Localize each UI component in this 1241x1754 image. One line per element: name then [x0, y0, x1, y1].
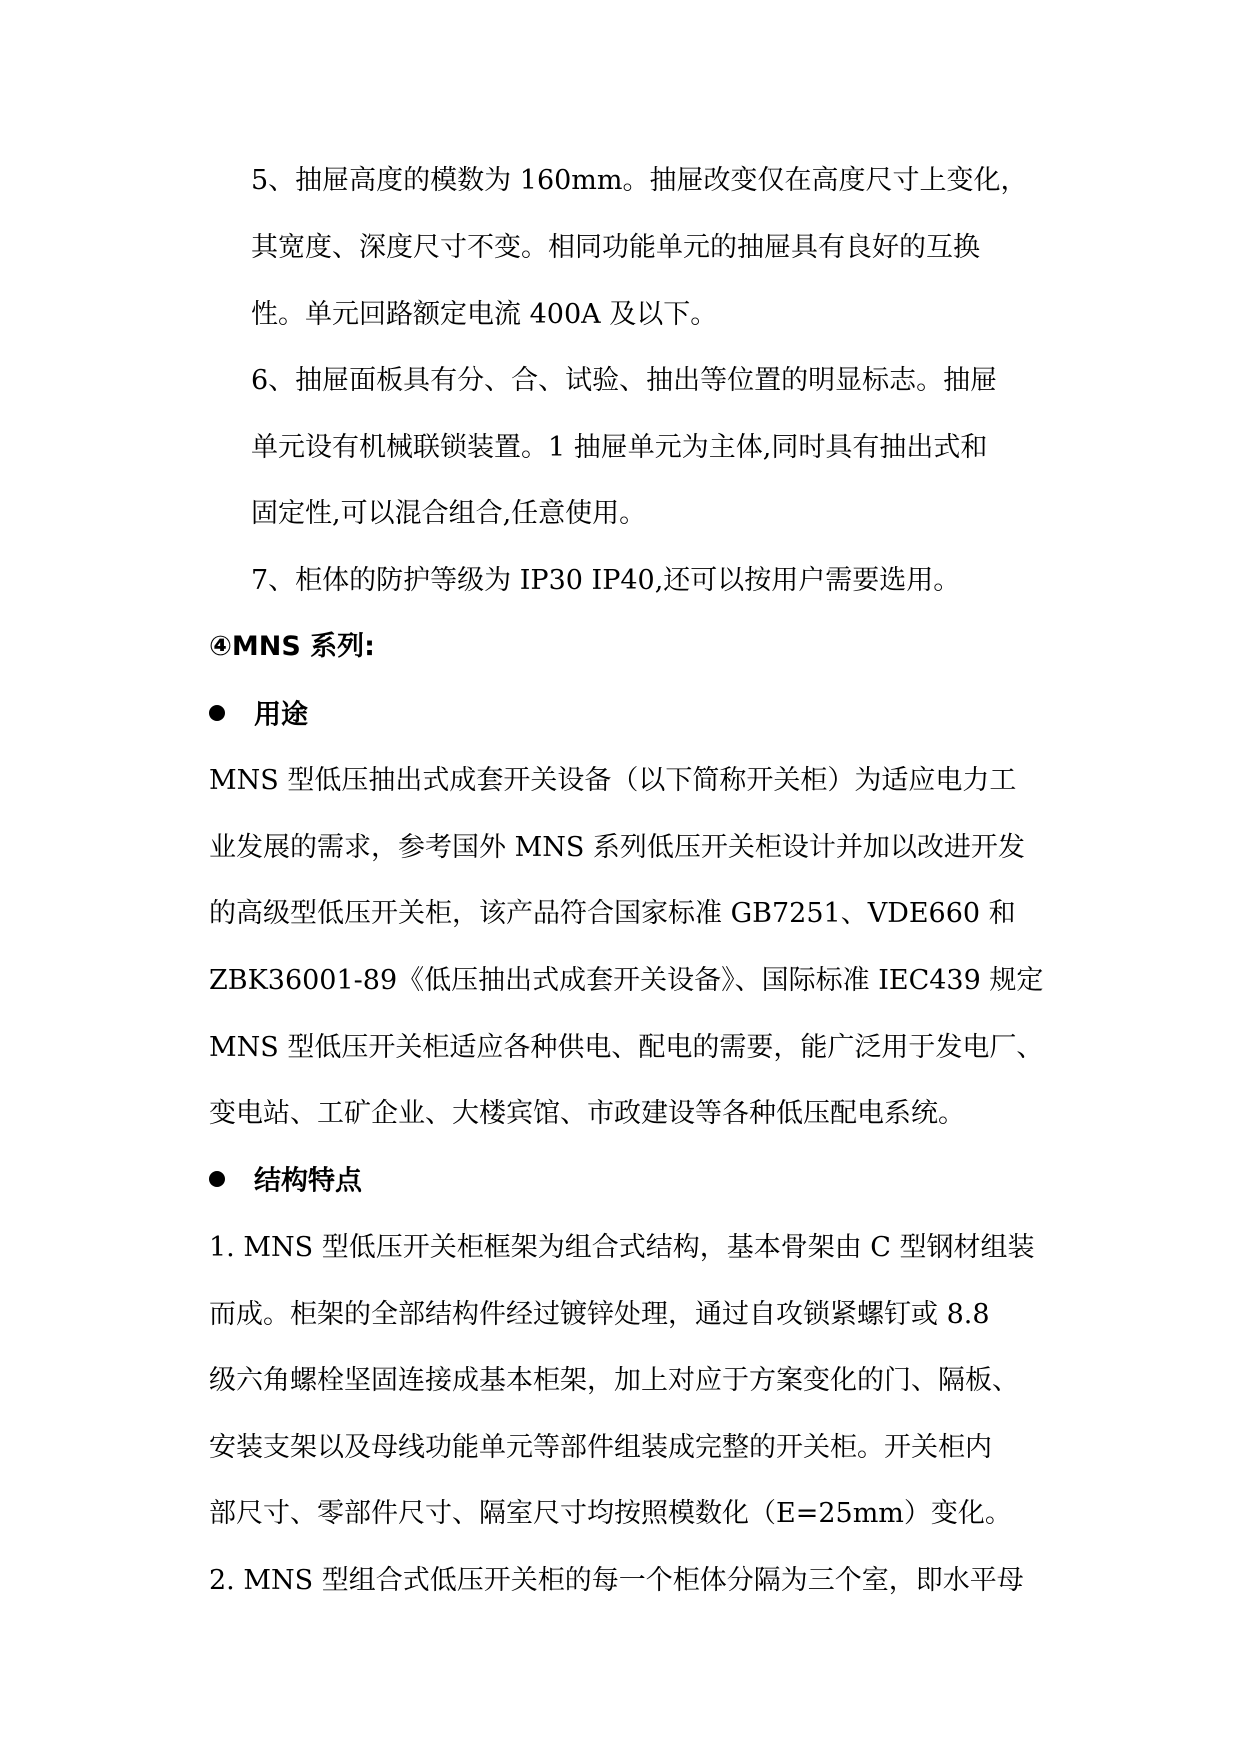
structure-line-2: 而成。柜架的全部结构件经过镀锌处理，通过自攻锁紧螺钉或 8.8 — [209, 1299, 990, 1330]
structure-line-1: 1. MNS 型低压开关柜框架为组合式结构，基本骨架由 C 型钢材组装 — [209, 1232, 1035, 1263]
usage-line-6: 变电站、工矿企业、大楼宾馆、市政建设等各种低压配电系统。 — [209, 1098, 965, 1129]
paragraph-6-line-2 — [209, 428, 987, 468]
paragraph-5-line-1: 5、抽屉高度的模数为 160mm。抽屉改变仅在高度尺寸上变化， — [251, 165, 1028, 196]
section-heading: ④MNS 系列: — [209, 631, 375, 662]
bullet-usage-row — [209, 695, 308, 735]
structure-line-5: 部尺寸、零部件尺寸、隔室尺寸均按照模数化（E=25mm）变化。 — [209, 1498, 1012, 1529]
bullet-dot-icon — [209, 1171, 225, 1187]
usage-line-3: 的高级型低压开关柜，该产品符合国家标准 GB7251、VDE660 和 — [209, 898, 1016, 929]
paragraph-5-line-2-text: 其宽度、深度尺寸不变。相同功能单元的抽屉具有良好的互换 — [251, 232, 980, 263]
paragraph-5-line-3 — [209, 295, 717, 335]
usage-line-5: MNS 型低压开关柜适应各种供电、配电的需要，能广泛用于发电厂、 — [209, 1032, 1044, 1063]
bullet-structure-label: 结构特点 — [254, 1165, 362, 1197]
bullet-usage-label: 用途 — [254, 699, 308, 731]
paragraph-6-line-2-text: 单元设有机械联锁装置。1 抽屉单元为主体,同时具有抽出式和 — [251, 432, 988, 463]
paragraph-5-line-2 — [209, 228, 980, 268]
bullet-structure-row — [209, 1161, 362, 1201]
paragraph-6-line-1: 6、抽屉面板具有分、合、试验、抽出等位置的明显标志。抽屉 — [251, 365, 998, 396]
bullet-dot-icon — [209, 705, 225, 721]
usage-line-1: MNS 型低压抽出式成套开关设备（以下简称开关柜）为适应电力工 — [209, 765, 1017, 796]
paragraph-7-line-1: 7、柜体的防护等级为 IP30 IP40,还可以按用户需要选用。 — [251, 565, 961, 596]
usage-line-4: ZBK36001-89《低压抽出式成套开关设备》、国际标准 IEC439 规定 — [209, 965, 1044, 996]
paragraph-6-line-3 — [209, 494, 646, 534]
structure-line-6: 2. MNS 型组合式低压开关柜的每一个柜体分隔为三个室，即水平母 — [209, 1565, 1024, 1596]
structure-line-4: 安装支架以及母线功能单元等部件组装成完整的开关柜。开关柜内 — [209, 1432, 992, 1463]
structure-line-3: 级六角螺栓坚固连接成基本柜架，加上对应于方案变化的门、隔板、 — [209, 1365, 1019, 1396]
usage-line-2: 业发展的需求，参考国外 MNS 系列低压开关柜设计并加以改进开发 — [209, 832, 1025, 863]
paragraph-5-line-3-text: 性。单元回路额定电流 400A 及以下。 — [251, 299, 718, 330]
paragraph-6-line-3-text: 固定性,可以混合组合,任意使用。 — [251, 498, 647, 529]
